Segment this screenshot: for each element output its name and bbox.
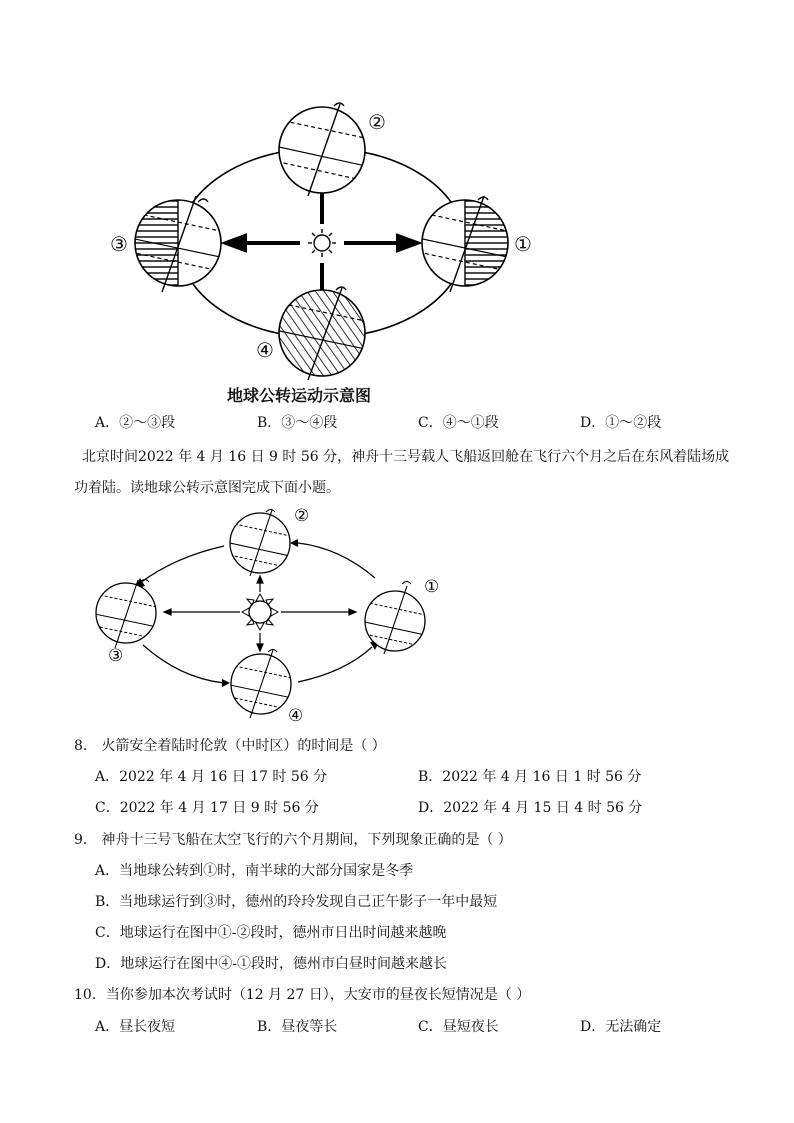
earth-position-1 [418, 196, 512, 292]
earth-position-4 [275, 287, 370, 380]
question-10-option-b: B．昼夜等长 [257, 1019, 338, 1035]
earth2-position-4 [225, 650, 297, 719]
question-8-option-a: A．2022 年 4 月 16 日 17 时 56 分 [95, 769, 328, 785]
earth2-position-2 [225, 510, 295, 577]
fig2-marker-3: ③ [108, 646, 124, 666]
question-9-option-a: A．当地球公转到①时，南半球的大部分国家是冬季 [95, 863, 414, 879]
question-10-option-c: C．昼短夜长 [418, 1019, 499, 1035]
question-9-option-d: D．地球运行在图中④-①段时，德州市白昼时间越来越长 [95, 956, 447, 972]
figure-1-caption: 地球公转运动示意图 [227, 386, 372, 405]
question-10-option-a: A．昼长夜短 [95, 1019, 176, 1035]
prev-option-d: D．①～②段 [580, 415, 662, 431]
question-8-option-b: B．2022 年 4 月 16 日 1 时 56 分 [418, 769, 642, 785]
fig2-marker-2: ② [294, 506, 310, 526]
prev-option-c: C．④～①段 [418, 415, 499, 431]
question-8-option-d: D．2022 年 4 月 15 日 4 时 56 分 [418, 800, 643, 816]
question-9-option-c: C．地球运行在图中①-②段时，德州市日出时间越来越晚 [95, 925, 447, 941]
question-9-stem: 9． 神舟十三号飞船在太空飞行的六个月期间，下列现象正确的是（ ） [74, 832, 512, 848]
passage-line-2: 功着陆。读地球公转示意图完成下面小题。 [74, 480, 340, 496]
fig1-marker-1: ① [514, 232, 532, 256]
fig2-marker-1: ① [424, 577, 440, 597]
earth2-position-3 [90, 580, 162, 649]
sun-icon [308, 229, 336, 257]
question-8-option-c: C．2022 年 4 月 17 日 9 时 56 分 [95, 800, 319, 816]
fig1-marker-3: ③ [110, 232, 128, 256]
earth-revolution-diagram-1 [100, 95, 550, 385]
earth-position-2 [270, 103, 375, 196]
question-9-option-b: B．当地球运行到③时，德州的玲玲发现自己正午影子一年中最短 [95, 894, 498, 910]
sun-arrows-2 [164, 576, 356, 651]
fig1-marker-4: ④ [256, 338, 274, 362]
question-10-option-d: D．无法确定 [580, 1019, 662, 1035]
earth-revolution-diagram-2 [90, 505, 460, 730]
passage-line-1: 北京时间2022 年 4 月 16 日 9 时 56 分，神舟十三号载人飞船返回舱在飞行六个月之后在东风着陆场成 [82, 449, 730, 465]
prev-option-a: A．②～③段 [95, 415, 176, 431]
sun-icon-2 [242, 594, 278, 630]
fig2-marker-4: ④ [288, 706, 304, 726]
question-10-stem: 10．当你参加本次考试时（12 月 27 日），大安市的昼夜长短情况是（ ） [74, 987, 531, 1003]
earth-position-3 [130, 196, 225, 292]
question-8-stem: 8． 火箭安全着陆时伦敦（中时区）的时间是（ ） [74, 738, 386, 754]
earth2-position-1 [360, 582, 430, 655]
prev-option-b: B．③～④段 [257, 415, 338, 431]
fig1-marker-2: ② [368, 110, 386, 134]
